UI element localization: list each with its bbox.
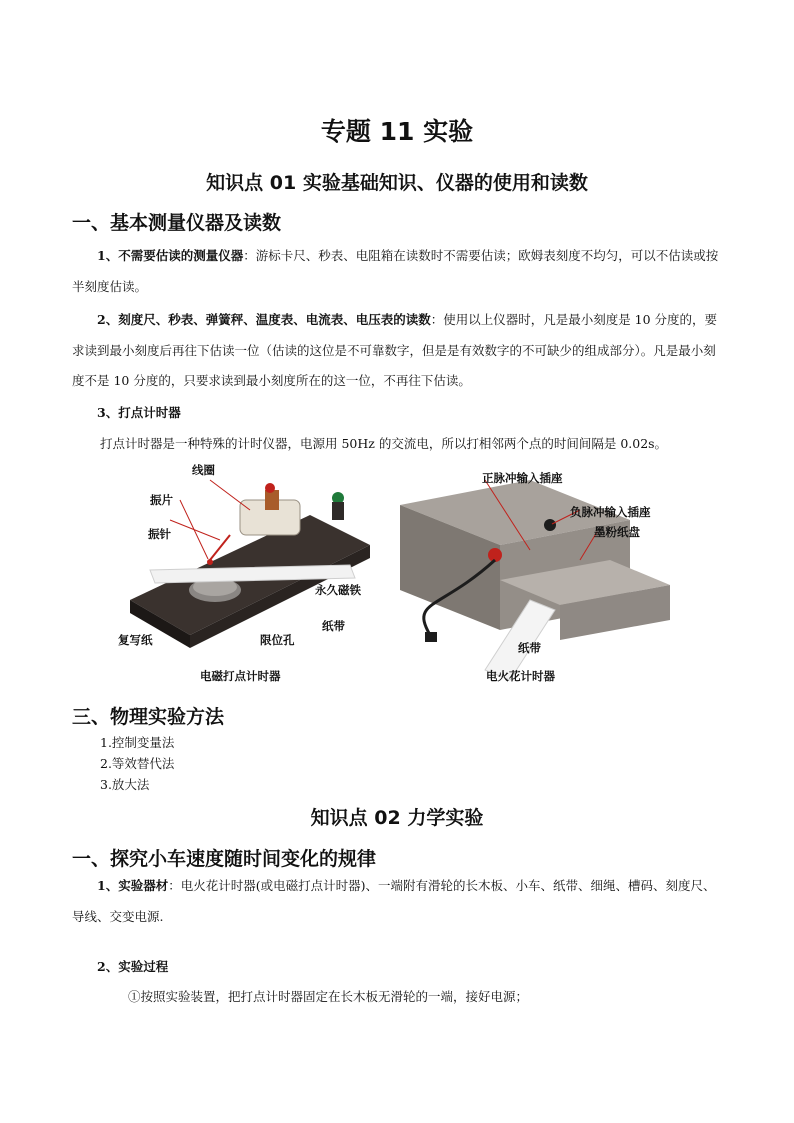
paragraph-text: ：电火花计时器(或电磁打点计时器)、一端附有滑轮的长木板、小车、纸带、细绳、槽码、刻度尺、导线、交变电源. — [72, 878, 716, 924]
label-carbon-paper: 复写纸 — [118, 633, 153, 647]
methods-list — [100, 732, 174, 795]
page-title: 专题 11 实验 — [320, 117, 474, 146]
paragraph-timer-heading — [72, 398, 724, 429]
paragraph-step-1: ①按照实验装置，把打点计时器固定在长木板无滑轮的一端，接好电源； — [128, 989, 529, 1004]
label-paper-tape-right: 纸带 — [518, 641, 541, 655]
knowledge-point-2-title: 知识点 02 力学实验 — [310, 807, 484, 829]
caption-spark-timer: 电火花计时器 — [486, 669, 555, 683]
paragraph-text: ：游标卡尺、秒表、电阻箱在读数时不需要估读；欧姆表刻度不均匀，可以不估读或按半刻度估读。 — [72, 248, 719, 294]
paragraph-equipment — [72, 871, 724, 932]
section-heading-methods: 三、物理实验方法 — [72, 706, 225, 728]
section-heading-instruments: 一、基本测量仪器及读数 — [72, 212, 282, 234]
paragraph-lead: 2、实验过程 — [97, 959, 169, 974]
caption-electromagnetic-timer: 电磁打点计时器 — [200, 669, 281, 683]
paragraph-no-estimate — [72, 241, 724, 302]
label-coil: 线圈 — [192, 463, 215, 477]
label-toner-disc: 墨粉纸盘 — [594, 525, 640, 539]
label-positive-pulse-socket: 正脉冲输入插座 — [482, 471, 563, 485]
paragraph-process-heading — [72, 952, 724, 983]
paragraph-text: ：使用以上仪器时，凡是最小刻度是 10 分度的，要求读到最小刻度后再往下估读一位（估读的这位是不可靠数字，但是是有效数字的不可缺少的组成部分）。凡是最小刻度不是 10 分度的，只要求读到最小刻度所在的这一位，不再往下估读。 — [72, 312, 718, 388]
paragraph-lead: 1、实验器材 — [97, 878, 169, 893]
list-item: 3.放大法 — [100, 777, 150, 792]
timer-devices-illustration — [110, 460, 680, 690]
label-permanent-magnet: 永久磁铁 — [315, 583, 361, 597]
label-vibrating-plate: 振片 — [150, 493, 173, 507]
paragraph-reading-rules — [72, 305, 724, 397]
list-item: 1.控制变量法 — [100, 735, 175, 750]
paragraph-timer-text: 打点计时器是一种特殊的计时仪器，电源用 50Hz 的交流电，所以打相邻两个点的时间间隔是 0.02s。 — [100, 436, 668, 451]
paragraph-lead: 3、打点计时器 — [97, 405, 181, 420]
section-heading-velocity: 一、探究小车速度随时间变化的规律 — [72, 848, 377, 870]
paragraph-lead: 1、不需要估读的测量仪器 — [97, 248, 244, 263]
label-paper-tape-left: 纸带 — [322, 619, 345, 633]
timer-figure — [110, 460, 680, 690]
paragraph-lead: 2、刻度尺、秒表、弹簧秤、温度表、电流表、电压表的读数 — [97, 312, 431, 327]
label-limit-hole: 限位孔 — [260, 633, 295, 647]
list-item: 2.等效替代法 — [100, 756, 175, 771]
label-vibrating-needle: 振针 — [148, 527, 171, 541]
label-negative-pulse-socket: 负脉冲输入插座 — [570, 505, 651, 519]
knowledge-point-1-title: 知识点 01 实验基础知识、仪器的使用和读数 — [206, 172, 588, 194]
